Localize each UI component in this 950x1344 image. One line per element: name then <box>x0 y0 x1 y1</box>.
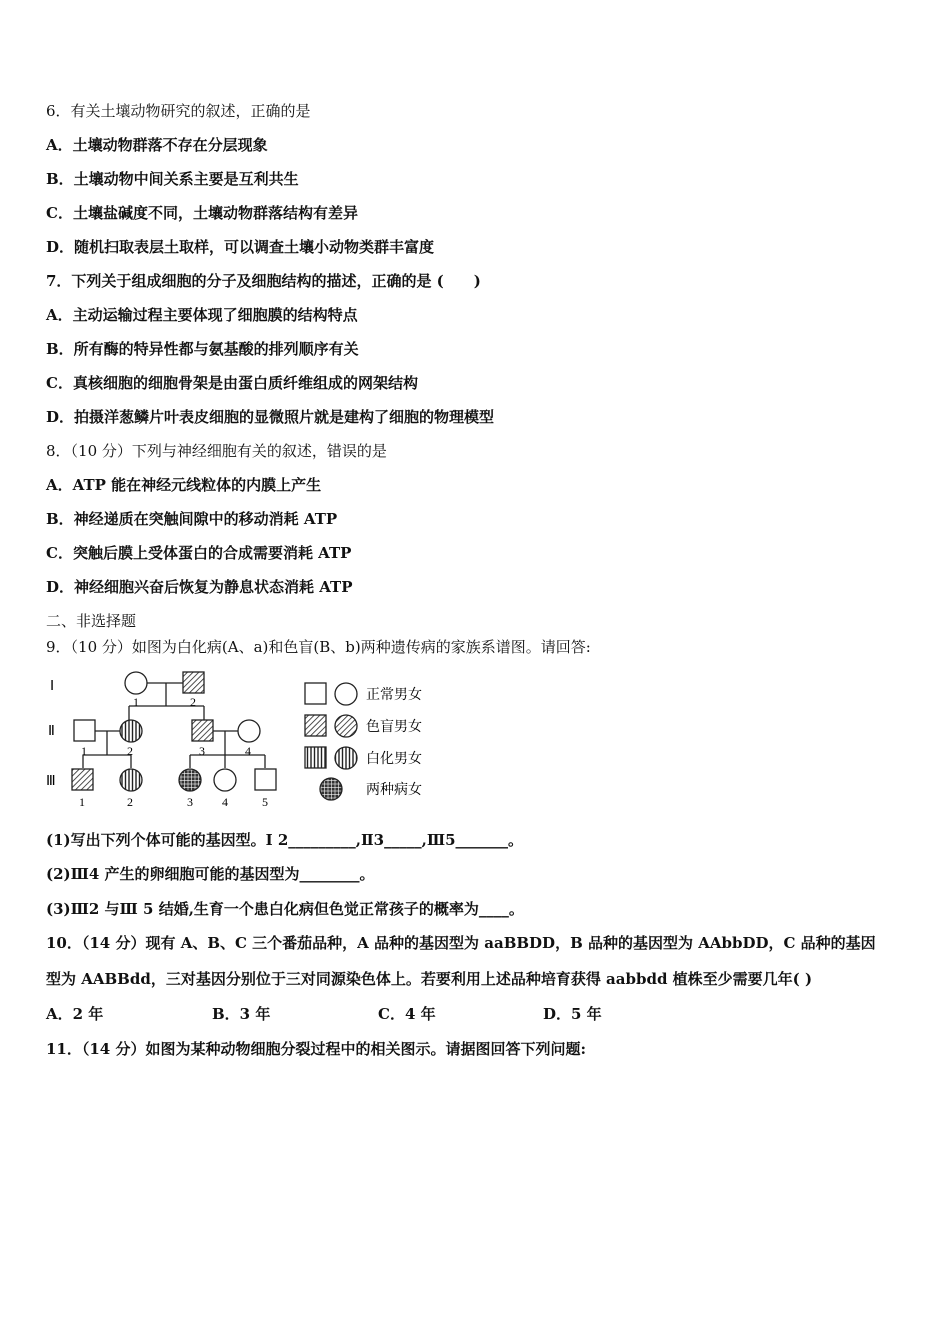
pedigree-ii2-albino-female <box>120 720 142 742</box>
q11-stem: 11．（14 分）如图为某种动物细胞分裂过程中的相关图示。请据图回答下列问题: <box>46 1040 587 1058</box>
pedigree-ii3-colorblind-male <box>192 720 213 741</box>
pedigree-i2-label: 2 <box>190 695 196 709</box>
q10-option-c: C．4 年 <box>378 1005 436 1023</box>
q9-stem: 9．（10 分）如图为白化病(A、a)和色盲(B、b)两种遗传病的家族系谱图。请回答: <box>46 638 591 656</box>
legend-colorblind-male-icon <box>305 715 326 736</box>
legend-albino-label: 白化男女 <box>366 751 422 767</box>
pedigree-chart <box>44 668 444 812</box>
q8-option-a: A．ATP 能在神经元线粒体的内膜上产生 <box>46 476 322 494</box>
pedigree-iii5-label: 5 <box>262 795 268 809</box>
section-heading: 二、非选择题 <box>46 612 137 630</box>
pedigree-ii1-label: 1 <box>81 744 87 758</box>
pedigree-ii2-label: 2 <box>127 744 133 758</box>
pedigree-iii2-label: 2 <box>127 795 133 809</box>
q10-option-a: A．2 年 <box>46 1005 104 1023</box>
q9-sub3: (3)Ⅲ2 与Ⅲ 5 结婚,生育一个患白化病但色觉正常孩子的概率为____。 <box>46 900 524 918</box>
q6-option-a: A．土壤动物群落不存在分层现象 <box>46 136 268 154</box>
pedigree-iii1-label: 1 <box>79 795 85 809</box>
q7-stem: 7．下列关于组成细胞的分子及细胞结构的描述，正确的是 ( ) <box>46 272 481 290</box>
legend-normal-label: 正常男女 <box>366 687 422 703</box>
legend-normal-male-icon <box>305 683 326 704</box>
pedigree-iii4-label: 4 <box>222 795 228 809</box>
legend-both-diseases-label: 两种病女 <box>366 782 422 798</box>
pedigree-i1-normal-female <box>125 672 147 694</box>
pedigree-i1-label: 1 <box>133 695 139 709</box>
pedigree-ii3-label: 3 <box>199 744 205 758</box>
generation-label-1: Ⅰ <box>50 679 55 694</box>
legend-both-diseases-female-icon <box>320 778 342 800</box>
pedigree-iii5-normal-male <box>255 769 276 790</box>
legend-normal-female-icon <box>335 683 357 705</box>
q8-option-c: C．突触后膜上受体蛋白的合成需要消耗 ATP <box>46 544 352 562</box>
q10-stem-line2: 型为 AABBdd，三对基因分别位于三对同源染色体上。若要利用上述品种培育获得 aabbdd 植株至少需要几年( ) <box>46 970 813 988</box>
q10-stem-line1: 10．（14 分）现有 A、B、C 三个番茄品种，A 品种的基因型为 aaBBDD，B 品种的基因型为 AAbbDD，C 品种的基因 <box>46 934 876 952</box>
q6-option-d: D．随机扫取表层土取样，可以调查土壤小动物类群丰富度 <box>46 238 435 256</box>
pedigree-iii1-colorblind-male <box>72 769 93 790</box>
legend-albino-male-icon <box>305 747 326 768</box>
pedigree-ii4-label: 4 <box>245 744 251 758</box>
legend-albino-female-icon <box>335 747 357 769</box>
q6-stem: 6．有关土壤动物研究的叙述，正确的是 <box>46 102 311 120</box>
pedigree-ii1-normal-male <box>74 720 95 741</box>
q8-option-b: B．神经递质在突触间隙中的移动消耗 ATP <box>46 510 338 528</box>
q7-option-c: C．真核细胞的细胞骨架是由蛋白质纤维组成的网架结构 <box>46 374 418 392</box>
generation-label-2: Ⅱ <box>48 724 55 739</box>
pedigree-i2-colorblind-male <box>183 672 204 693</box>
q9-sub1: (1)写出下列个体可能的基因型。Ⅰ 2_________,Ⅱ3_____,Ⅲ5_______。 <box>46 831 524 849</box>
q8-option-d: D．神经细胞兴奋后恢复为静息状态消耗 ATP <box>46 578 353 596</box>
pedigree-iii4-normal-female <box>214 769 236 791</box>
q8-stem: 8．（10 分）下列与神经细胞有关的叙述，错误的是 <box>46 442 387 460</box>
q10-option-d: D．5 年 <box>543 1005 602 1023</box>
q7-option-d: D．拍摄洋葱鳞片叶表皮细胞的显微照片就是建构了细胞的物理模型 <box>46 408 495 426</box>
pedigree-iii3-label: 3 <box>187 795 193 809</box>
q9-sub2: (2)Ⅲ4 产生的卵细胞可能的基因型为________。 <box>46 865 375 883</box>
legend-colorblind-female-icon <box>335 715 357 737</box>
q6-option-b: B．土壤动物中间关系主要是互利共生 <box>46 170 299 188</box>
q7-option-b: B．所有酶的特异性都与氨基酸的排列顺序有关 <box>46 340 359 358</box>
q7-option-a: A．主动运输过程主要体现了细胞膜的结构特点 <box>46 306 358 324</box>
q10-option-b: B．3 年 <box>212 1005 271 1023</box>
pedigree-iii2-albino-female <box>120 769 142 791</box>
q6-option-c: C．土壤盐碱度不同，土壤动物群落结构有差异 <box>46 204 358 222</box>
pedigree-ii4-normal-female <box>238 720 260 742</box>
generation-label-3: Ⅲ <box>46 774 56 789</box>
legend-colorblind-label: 色盲男女 <box>366 719 422 735</box>
pedigree-iii3-both-diseases-female <box>179 769 201 791</box>
